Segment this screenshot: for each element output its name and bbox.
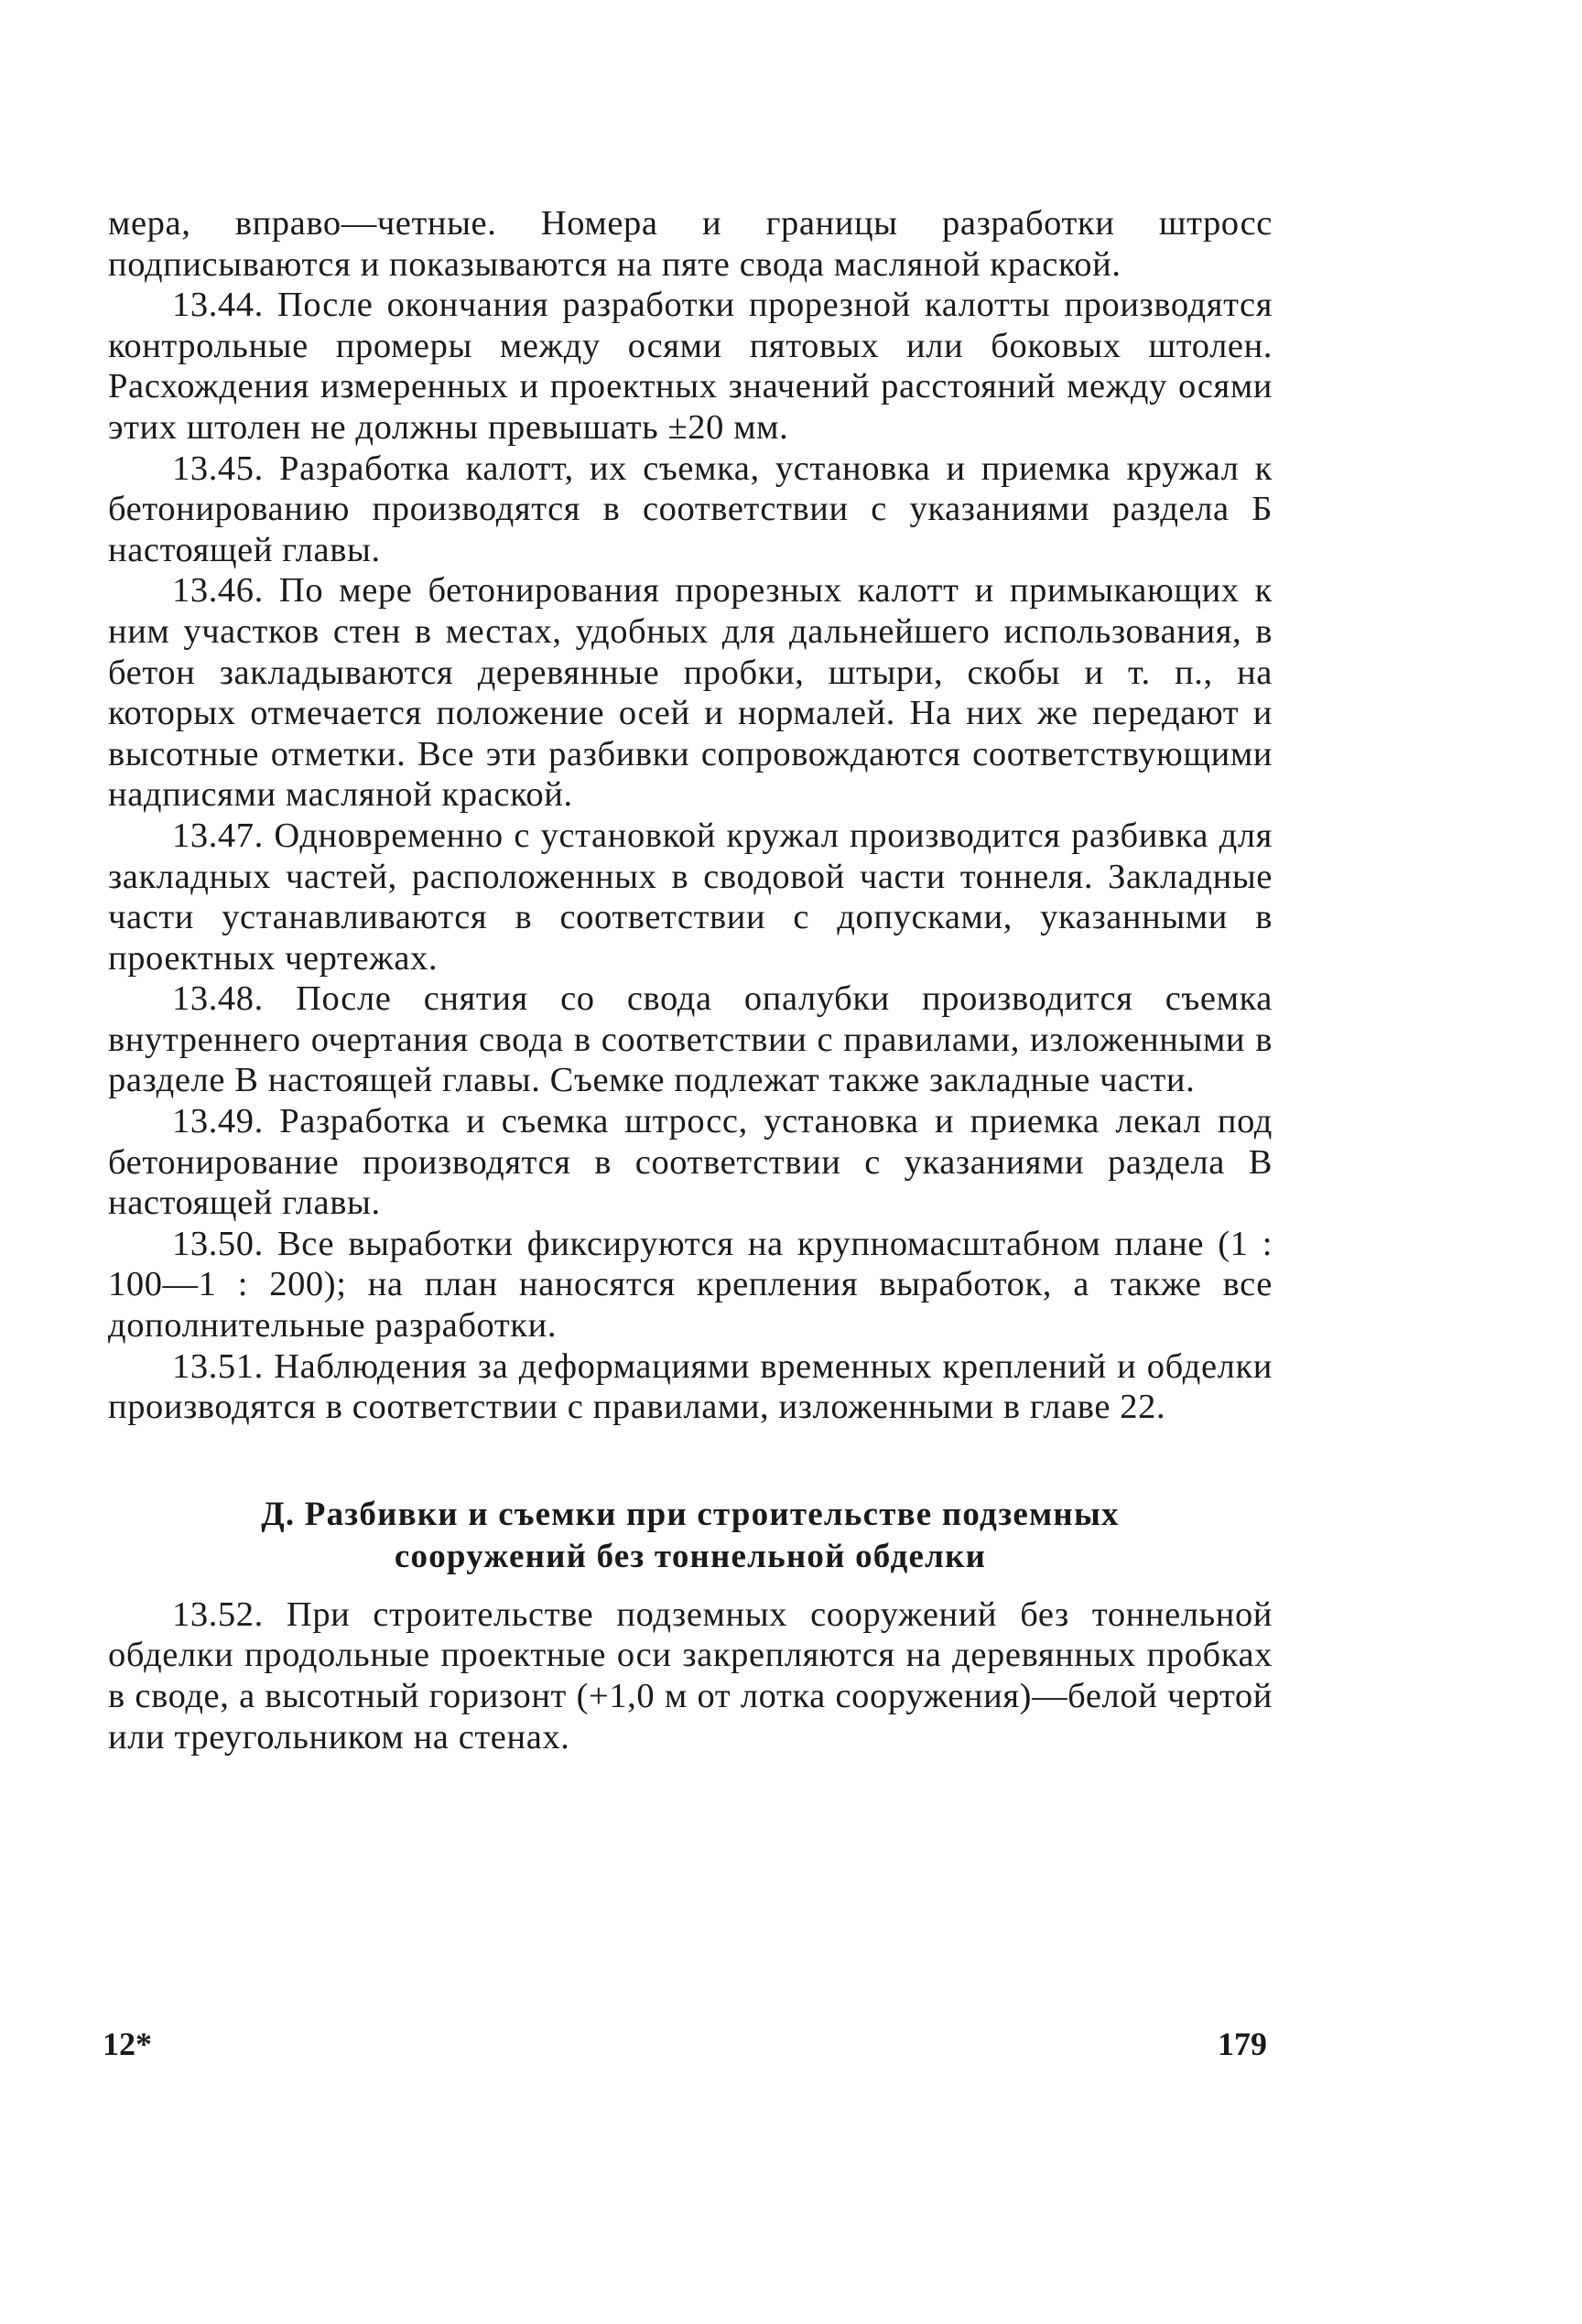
section-heading-line-2: сооружений без тоннельной обделки bbox=[394, 1537, 987, 1575]
paragraph-13-50: 13.50. Все выработки фиксируются на крупномасштабном плане (1 : 100—1 : 200); на план наносятся крепления выработок, а также все дополнительные разработки. bbox=[108, 1224, 1273, 1346]
signature-mark: 12* bbox=[103, 2026, 152, 2062]
paragraph-13-51: 13.51. Наблюдения за деформациями временных креплений и обделки производятся в соответствии с правилами, изложенными в главе 22. bbox=[108, 1346, 1273, 1427]
page-number: 179 bbox=[1218, 2026, 1267, 2062]
paragraph-13-52: 13.52. При строительстве подземных сооружений без тоннельной обделки продольные проектные оси закрепляются на деревянных пробках в своде, а высотный горизонт (+1,0 м от лотка сооружения)—белой чертой или треугольником на стенах. bbox=[108, 1594, 1273, 1757]
section-heading-line-1: Д. Разбивки и съемки при строительстве подземных bbox=[261, 1495, 1120, 1533]
paragraph-13-49: 13.49. Разработка и съемка штросс, установка и приемка лекал под бетонирование производятся в соответствии с указаниями раздела В настоящей главы. bbox=[108, 1102, 1273, 1223]
page-body bbox=[108, 203, 1273, 1757]
paragraph-13-47: 13.47. Одновременно с установкой кружал производится разбивка для закладных частей, расположенных в сводовой части тоннеля. Закладные части устанавливаются в соответствии с допусками, указанными в проектных чертежах. bbox=[108, 816, 1273, 978]
paragraph-13-46: 13.46. По мере бетонирования прорезных калотт и примыкающих к ним участков стен в местах, удобных для дальнейшего использования, в бетон закладываются деревянные пробки, штыри, скобы и т. п., на которых отмечается положение осей и нормалей. На них же передают и высотные отметки. Все эти разбивки сопровождаются соответствующими надписями масляной краской. bbox=[108, 571, 1273, 815]
section-heading bbox=[108, 1494, 1273, 1578]
paragraph-13-48: 13.48. После снятия со свода опалубки производится съемка внутреннего очертания свода в соответствии с правилами, изложенными в разделе В настоящей главы. Съемке подлежат также закладные части. bbox=[108, 979, 1273, 1100]
paragraph-13-45: 13.45. Разработка калотт, их съемка, установка и приемка кружал к бетонированию производятся в соответствии с указаниями раздела Б настоящей главы. bbox=[108, 449, 1273, 569]
paragraph-continuation: мера, вправо—четные. Номера и границы разработки штросс подписываются и показываются на пяте свода масляной краской. bbox=[108, 204, 1273, 284]
paragraph-13-44: 13.44. После окончания разработки прорезной калотты производятся контрольные промеры между осями пятовых или боковых штолен. Расхождения измеренных и проектных значений расстояний между осями этих штолен не должны превышать ±20 мм. bbox=[108, 286, 1273, 447]
